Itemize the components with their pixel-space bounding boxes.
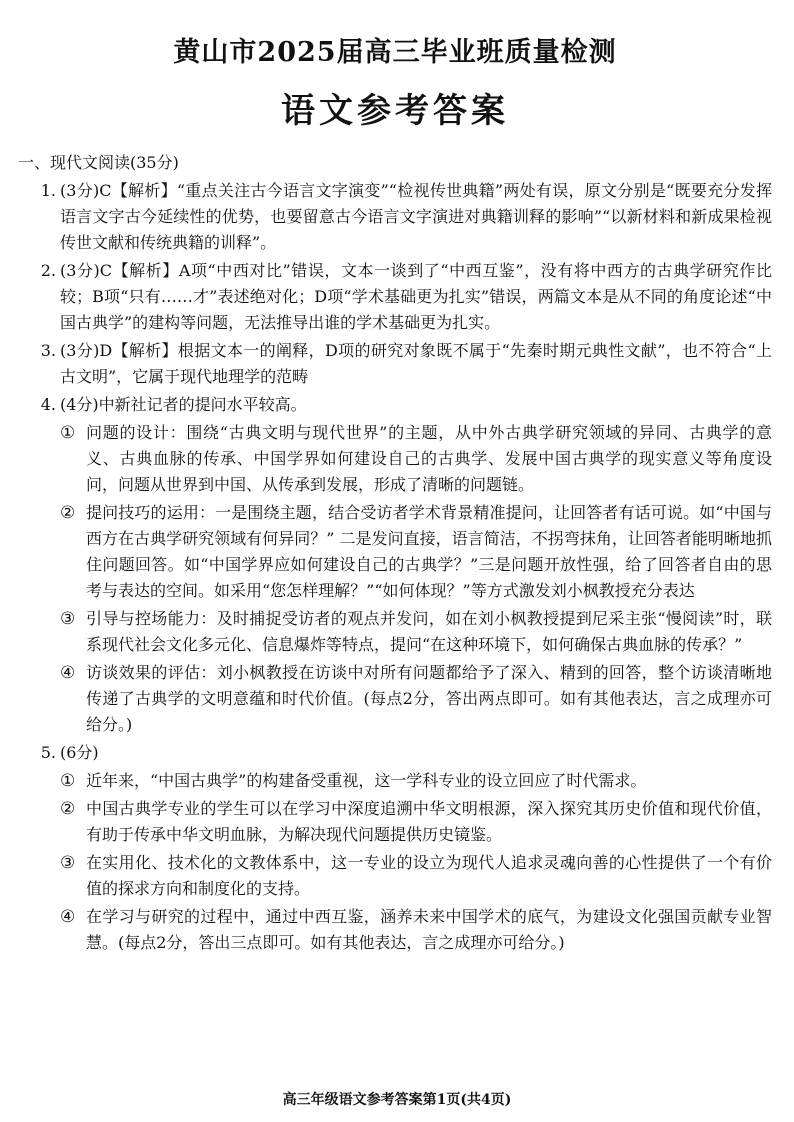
point-marker: ② [60,799,76,819]
answer-key-title: 语文参考答案 [281,91,509,131]
answer-point [60,660,772,738]
point-text: 引导与控场能力：及时捕捉受访者的观点并发问，如在刘小枫教授提到尼采主张“慢阅读”时，联系现代社会文化多元化、信息爆炸等特点，提问“在这种环境下，如何确保古典血脉的传承？” [86,609,772,654]
point-text: 近年来，“中国古典学”的构建备受重视，这一学科专业的设立回应了时代需求。 [86,771,647,790]
answer-text: (3分)C【解析】“重点关注古今语言文字演变”“检视传世典籍”两处有误，原文分别是“既要充分发挥语言文字古今延续性的优势，也要留意古今语言文字演进对典籍训释的影响”“以新材料和新成果检视传世文献和传统典籍的训释”。 [60,181,772,252]
answer-point [60,606,772,658]
answer-4 [18,392,772,738]
answer-1 [18,178,772,256]
answer-3 [18,338,772,390]
answer-point [60,500,772,604]
point-text: 问题的设计：围绕“古典文明与现代世界”的主题，从中外古典学研究领域的异同、古典学的意义、古典血脉的传承、中国学界如何建设自己的古典学、发展中国古典学的现实意义等角度设问，问题从世界到中国、从传承到发展，形成了清晰的问题链。 [86,423,772,494]
answer-point [60,768,772,794]
page-footer: 高三年级语文参考答案第1页(共4页) [282,1092,512,1108]
answer-list [18,178,772,956]
question-number: 1. [40,181,56,200]
point-marker: ④ [60,907,76,927]
section-heading-modern-reading: 一、现代文阅读(35分) [18,153,179,172]
answer-text: (3分)C【解析】A项“中西对比”错误，文本一谈到了“中西互鉴”，没有将中西方的古典学研究作比较；B项“只有……才”表述绝对化；D项“学术基础更为扎实”错误，两篇文本是从不同的角度论述“中国古典学”的建构等问题，无法推导出谁的学术基础更为扎实。 [60,261,772,332]
question-number: 5. [40,743,56,762]
answer-5 [18,740,772,956]
point-text: 在实用化、技术化的文教体系中，这一专业的设立为现代人追求灵魂向善的心性提供了一个有价值的探求方向和制度化的支持。 [86,853,772,898]
point-marker: ③ [60,609,76,629]
point-text: 中国古典学专业的学生可以在学习中深度追溯中华文明根源，深入探究其历史价值和现代价值，有助于传承中华文明血脉，为解决现代问题提供历史镜鉴。 [86,799,772,844]
answer-intro: (4分)中新社记者的提问水平较高。 [60,395,307,414]
point-marker: ② [60,503,76,523]
exam-title: 黄山市2025届高三毕业班质量检测 [173,37,617,68]
answer-intro: (6分) [60,743,99,762]
point-text: 在学习与研究的过程中，通过中西互鉴，涵养未来中国学术的底气，为建设文化强国贡献专业智慧。(每点2分，答出三点即可。如有其他表达，言之成理亦可给分。) [86,907,772,952]
answer-point [60,850,772,902]
point-marker: ① [60,771,76,791]
answer-point [60,904,772,956]
question-number: 3. [40,341,56,360]
point-marker: ③ [60,853,76,873]
answer-2 [18,258,772,336]
point-marker: ④ [60,663,76,683]
point-text: 提问技巧的运用：一是围绕主题，结合受访者学术背景精准提问，让回答者有话可说。如“中国与西方在古典学研究领域有何异同？” 二是发问直接，语言简洁，不拐弯抹角，让回答者能明晰地抓住问题回答。如“中国学界应如何建设自己的古典学？”三是问题开放性强，给了回答者自由的思考与表达的空间。如采用“您怎样理解？”“如何体现？”等方式激发刘小枫教授充分表达 [86,503,772,600]
question-number: 4. [40,395,56,414]
point-marker: ① [60,423,76,443]
answer-text: (3分)D【解析】根据文本一的阐释，D项的研究对象既不属于“先秦时期元典性文献”，也不符合“上古文明”，它属于现代地理学的范畴 [60,341,772,386]
point-text: 访谈效果的评估：刘小枫教授在访谈中对所有问题都给予了深入、精到的回答，整个访谈清晰地传递了古典学的文明意蕴和时代价值。(每点2分，答出两点即可。如有其他表达，言之成理亦可给分。) [86,663,772,734]
answer-point [60,420,772,498]
question-number: 2. [40,261,56,280]
answer-point [60,796,772,848]
